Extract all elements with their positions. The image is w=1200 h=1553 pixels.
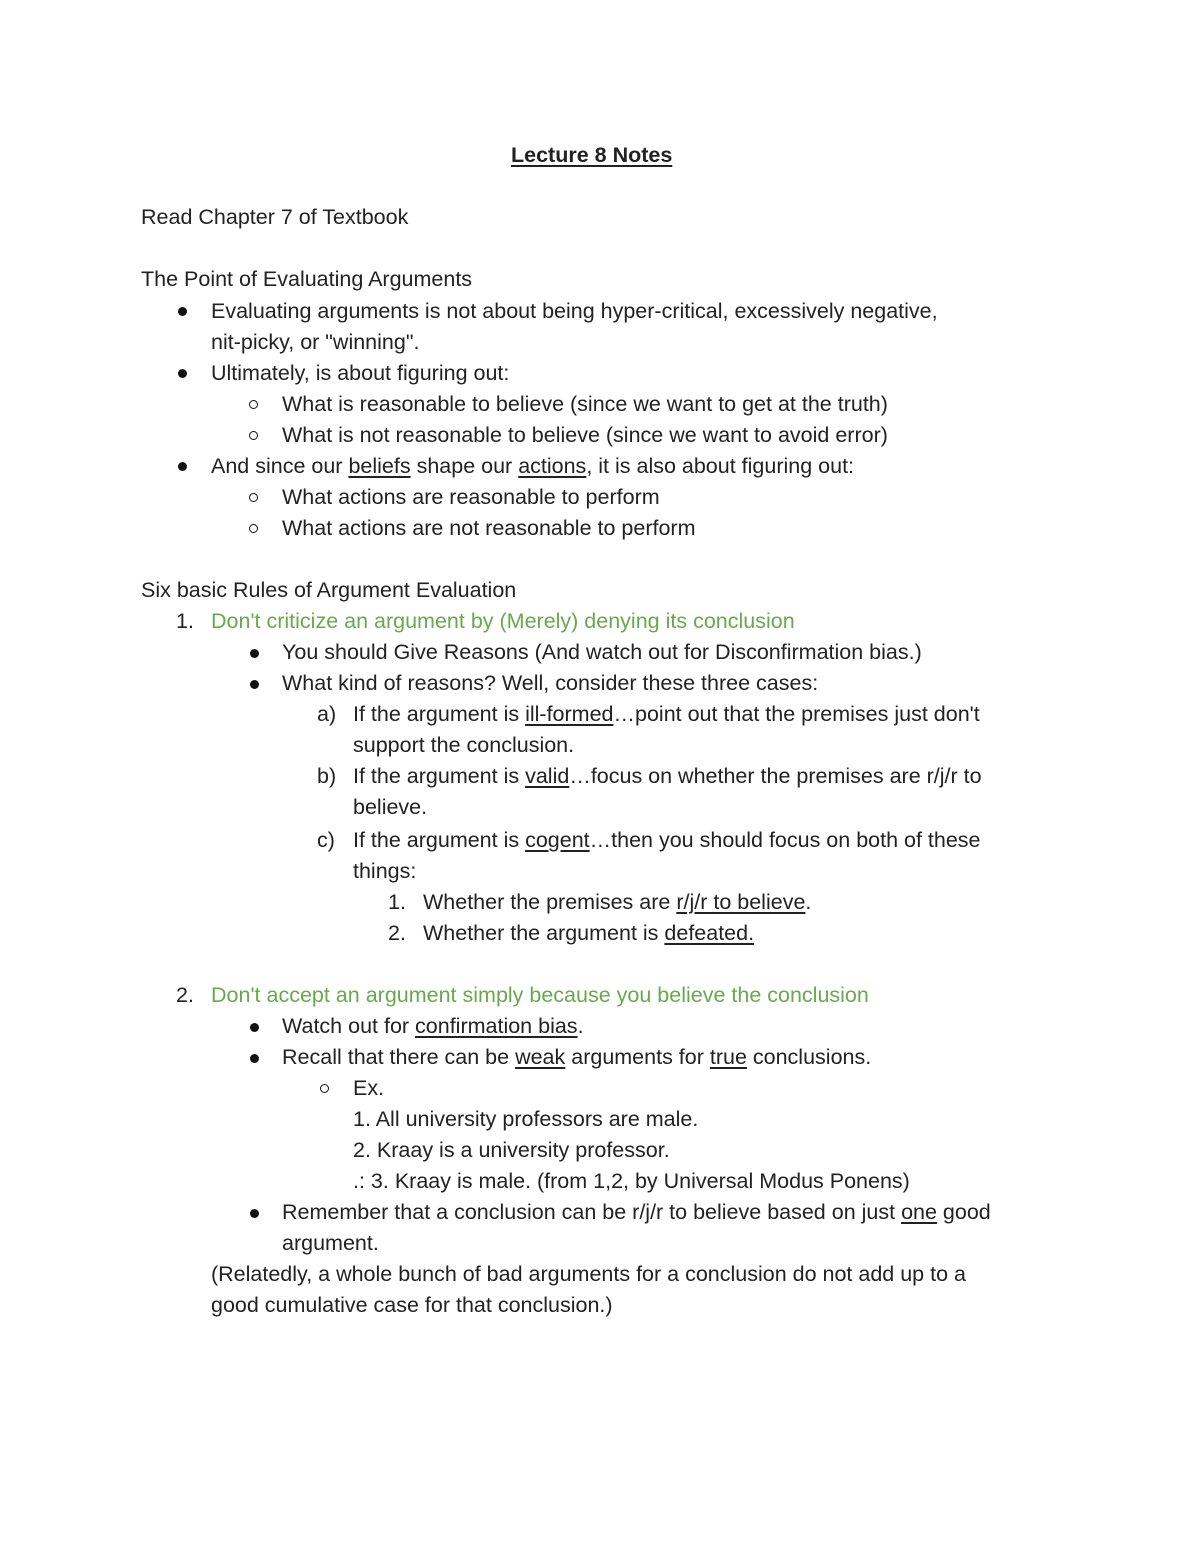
bullet-icon [178, 462, 187, 471]
hollow-bullet-icon [249, 493, 258, 502]
rule-heading: Don't criticize an argument by (Merely) denying its conclusion [211, 609, 795, 633]
list-item: Ultimately, is about figuring out: [211, 361, 510, 385]
bullet-icon [250, 680, 259, 689]
underlined-term: one [901, 1200, 937, 1224]
bullet-icon [250, 1209, 259, 1218]
example-premise: 1. All university professors are male. [353, 1107, 699, 1131]
list-item-continued: argument. [282, 1231, 379, 1255]
hollow-bullet-icon [249, 400, 258, 409]
bullet-icon [178, 307, 187, 316]
hollow-bullet-icon [320, 1084, 329, 1093]
list-item: Ex. [353, 1076, 385, 1100]
bullet-icon [250, 649, 259, 658]
list-item: Evaluating arguments is not about being hyper-critical, excessively negative, [211, 299, 938, 323]
list-item-continued: things: [353, 859, 417, 883]
underlined-term: valid [525, 764, 570, 788]
list-letter: b) [317, 764, 337, 788]
list-item-continued: believe. [353, 795, 428, 819]
underlined-term: r/j/r to believe [676, 890, 806, 914]
example-conclusion: .: 3. Kraay is male. (from 1,2, by Universal Modus Ponens) [353, 1169, 910, 1193]
note-text: good cumulative case for that conclusion.) [211, 1293, 613, 1317]
list-item: And since our beliefs shape our actions, it is also about figuring out: [211, 454, 855, 478]
list-item: You should Give Reasons (And watch out for Disconfirmation bias.) [282, 640, 922, 664]
hollow-bullet-icon [249, 431, 258, 440]
list-item: If the argument is valid…focus on whether the premises are r/j/r to [353, 764, 982, 788]
underlined-term: ill-formed [525, 702, 614, 726]
list-item-continued: support the conclusion. [353, 733, 575, 757]
section-heading-point: The Point of Evaluating Arguments [141, 267, 473, 291]
underlined-term: weak [515, 1045, 566, 1069]
underlined-term: true [709, 1045, 747, 1069]
list-item: Recall that there can be weak arguments for true conclusions. [282, 1045, 872, 1069]
list-item: What is not reasonable to believe (since we want to avoid error) [282, 423, 888, 447]
underlined-term: confirmation bias [415, 1014, 578, 1038]
list-item: Remember that a conclusion can be r/j/r to believe based on just one good [282, 1200, 991, 1224]
underlined-term: actions [518, 454, 587, 478]
list-item: Whether the premises are r/j/r to believe. [423, 890, 812, 914]
hollow-bullet-icon [249, 524, 258, 533]
underlined-term: cogent [525, 828, 590, 852]
list-item: Whether the argument is defeated. [423, 921, 755, 945]
list-number: 2. [388, 921, 406, 945]
list-number: 2. [176, 983, 194, 1007]
list-item: What kind of reasons? Well, consider these three cases: [282, 671, 819, 695]
rule-heading: Don't accept an argument simply because you believe the conclusion [211, 983, 869, 1007]
list-item: If the argument is cogent…then you should focus on both of these [353, 828, 981, 852]
list-number: 1. [388, 890, 406, 914]
list-item: What actions are not reasonable to perform [282, 516, 696, 540]
underlined-term: beliefs [348, 454, 411, 478]
list-item: What is reasonable to believe (since we want to get at the truth) [282, 392, 888, 416]
section-heading-rules: Six basic Rules of Argument Evaluation [141, 578, 517, 602]
list-item: What actions are reasonable to perform [282, 485, 660, 509]
list-number: 1. [176, 609, 194, 633]
page-title: Lecture 8 Notes [511, 143, 673, 167]
list-item: Watch out for confirmation bias. [282, 1014, 584, 1038]
note-text: (Relatedly, a whole bunch of bad arguments for a conclusion do not add up to a [211, 1262, 966, 1286]
list-item-continued: nit-picky, or "winning". [211, 330, 420, 354]
reading-assignment: Read Chapter 7 of Textbook [141, 205, 409, 229]
example-premise: 2. Kraay is a university professor. [353, 1138, 670, 1162]
list-letter: a) [317, 702, 337, 726]
bullet-icon [250, 1054, 259, 1063]
bullet-icon [178, 369, 187, 378]
bullet-icon [250, 1023, 259, 1032]
underlined-term: defeated. [664, 921, 755, 945]
list-item: If the argument is ill-formed…point out that the premises just don't [353, 702, 980, 726]
list-letter: c) [317, 828, 335, 852]
